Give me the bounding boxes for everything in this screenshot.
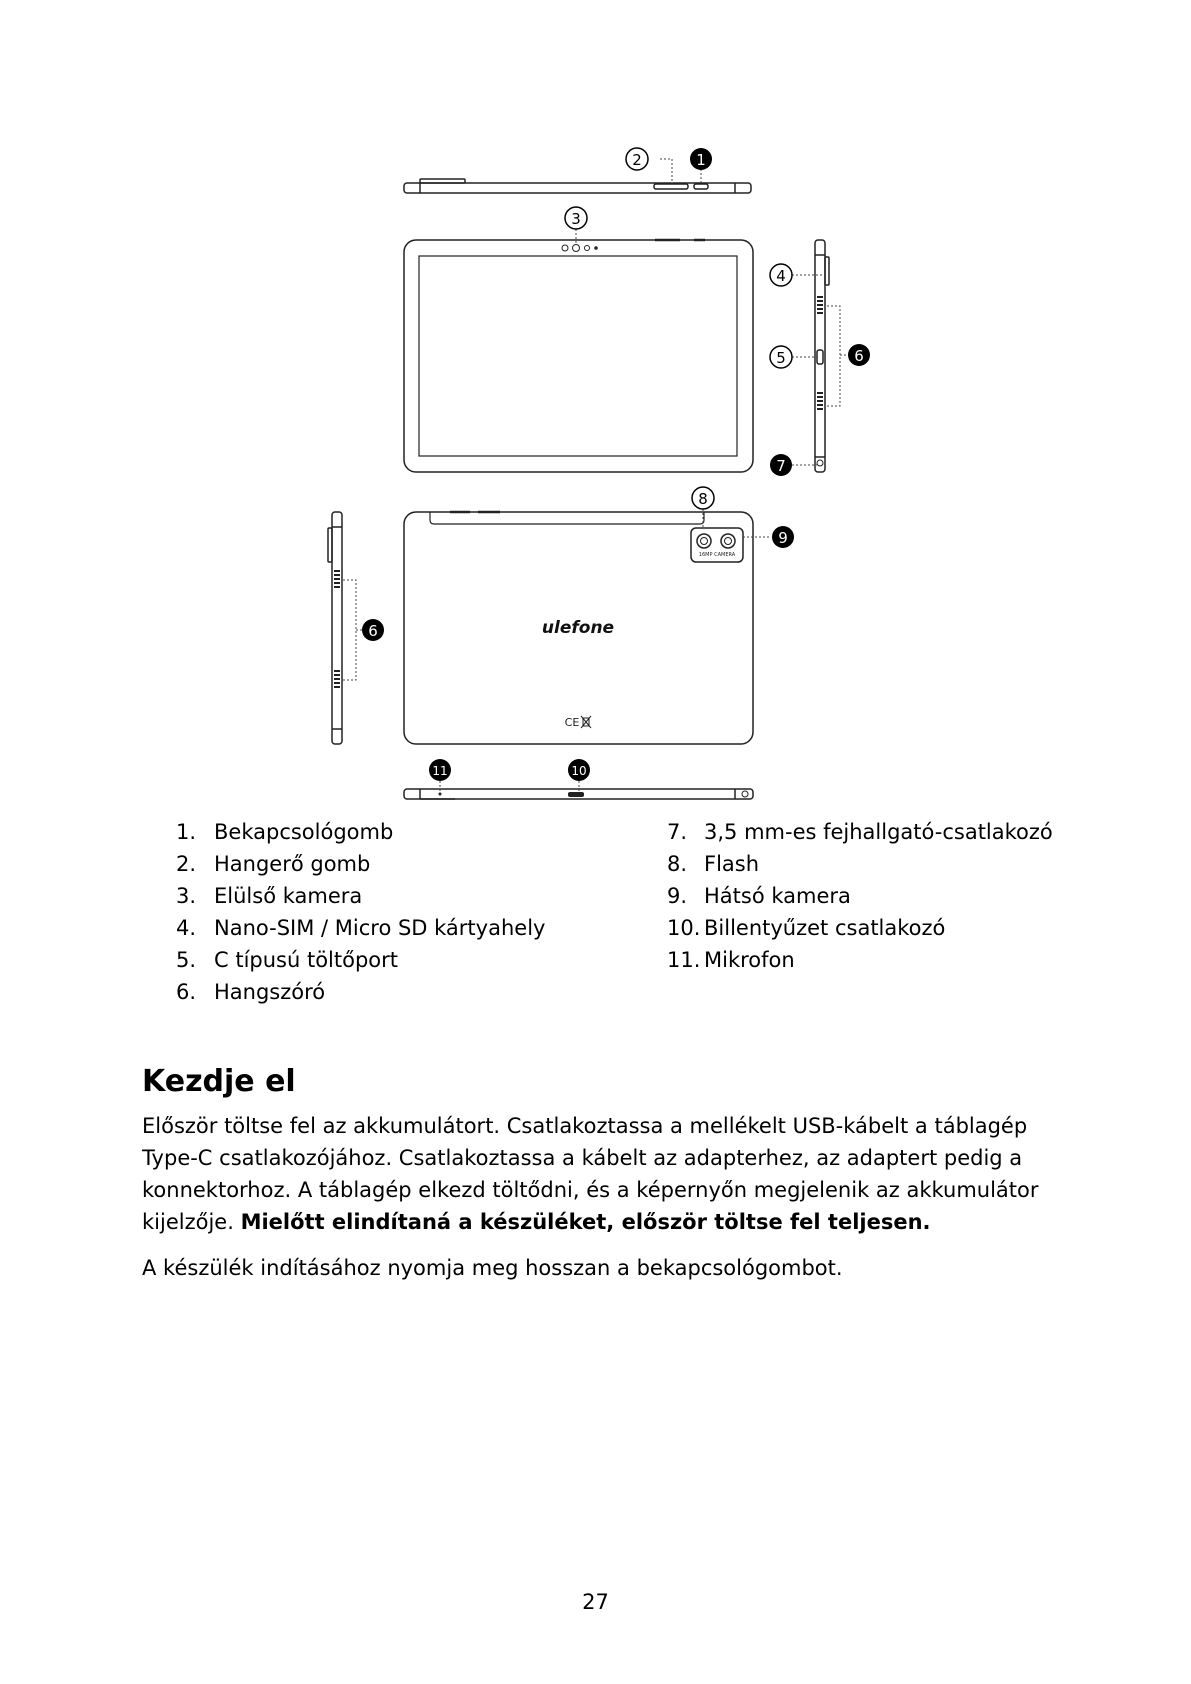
microphone-hole-shape [439, 793, 442, 796]
front-camera-shape [573, 245, 580, 252]
list-item: 10. Billentyűzet csatlakozó [667, 916, 946, 940]
list-item: 1. Bekapcsológomb [176, 820, 394, 844]
sim-slot-shape [825, 257, 829, 285]
list-item: 5. C típusú töltőport [176, 948, 399, 972]
list-item: 11. Mikrofon [667, 948, 795, 972]
headphone-jack-shape [817, 460, 823, 466]
weee-bin-icon [581, 716, 591, 728]
callout-11 [429, 759, 451, 781]
list-item: 8. Flash [667, 852, 760, 876]
list-item: 6. Hangszóró [176, 980, 326, 1004]
callout-4 [770, 264, 792, 286]
parts-list-left [176, 816, 656, 1008]
svg-text:4: 4 [776, 267, 786, 285]
svg-text:6: 6 [854, 347, 864, 365]
usb-c-port-shape [817, 350, 823, 364]
list-item: 9. Hátsó kamera [667, 884, 851, 908]
power-on-paragraph: A készülék indításához nyomja meg hosszan a bekapcsológombot. [142, 1256, 843, 1280]
page-number: 27 [582, 1590, 609, 1614]
list-item: 4. Nano-SIM / Micro SD kártyahely [176, 916, 546, 940]
callout-10 [568, 759, 590, 781]
callout-8 [692, 487, 714, 509]
list-item: 2. Hangerő gomb [176, 852, 371, 876]
svg-text:5: 5 [776, 349, 786, 367]
camera-module-label: 16MP CAMERA [698, 552, 736, 558]
callout-7 [770, 454, 792, 476]
charging-instructions-text: Először töltse fel az akkumulátort. Csatlakoztassa a mellékelt USB-kábelt a táblagép Type-C csatlakozójához. Csatlakoztassa a kábelt az adapterhez, az adaptert pedig a konnektorhoz. A táblagép elkezd töltődni, és a képernyőn megjelenik az akkumulátor kijelzője. [142, 1114, 1039, 1234]
svg-text:11: 11 [432, 764, 448, 778]
svg-text:1: 1 [696, 151, 706, 169]
list-item: 7. 3,5 mm-es fejhallgató-csatlakozó [667, 820, 1053, 844]
callout-5 [770, 346, 792, 368]
callout-9 [772, 526, 794, 548]
list-item: 3. Elülső kamera [176, 884, 363, 908]
callout-6-right [848, 344, 870, 366]
svg-text:2: 2 [632, 151, 642, 169]
parts-list-right [667, 816, 1107, 976]
ce-mark: CE [564, 716, 580, 729]
svg-text:7: 7 [776, 457, 786, 475]
section-heading: Kezdje el [142, 1064, 296, 1099]
brand-logo: ulefone [541, 618, 615, 638]
tablet-left-side-view [328, 512, 342, 744]
svg-text:8: 8 [698, 490, 708, 508]
svg-text:6: 6 [368, 622, 378, 640]
charging-instructions-paragraph [142, 1110, 1082, 1238]
volume-button-shape [654, 184, 688, 189]
callout-2 [626, 148, 648, 170]
callout-1 [690, 148, 712, 170]
charging-warning-bold: Mielőtt elindítaná a készüléket, először töltse fel teljesen. [240, 1210, 931, 1234]
tablet-top-edge-view [404, 179, 751, 193]
svg-text:9: 9 [778, 529, 788, 547]
power-button-shape [694, 184, 708, 189]
svg-text:3: 3 [571, 210, 581, 228]
keyboard-connector-shape [568, 792, 584, 797]
tablet-front-view [404, 240, 753, 472]
tablet-parts-diagram [0, 0, 1191, 820]
callout-3 [565, 207, 587, 229]
callout-6-left [362, 619, 384, 641]
svg-text:10: 10 [571, 764, 587, 778]
